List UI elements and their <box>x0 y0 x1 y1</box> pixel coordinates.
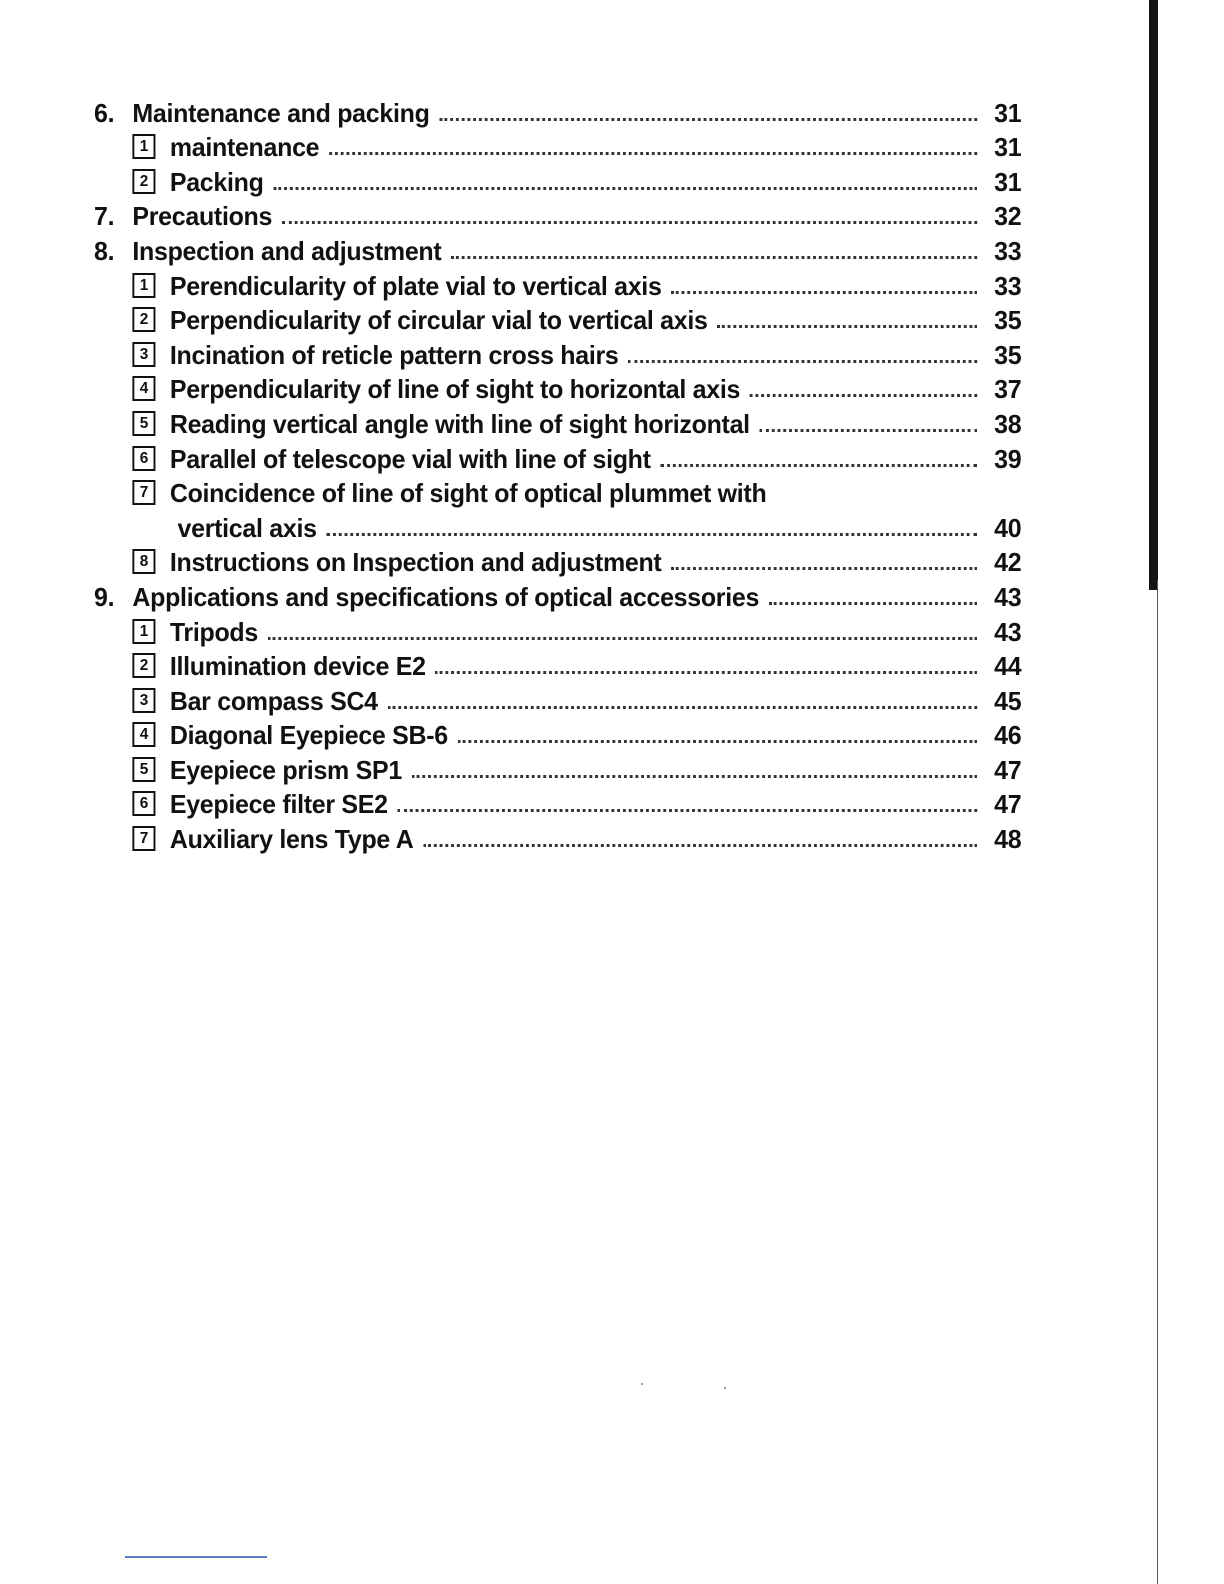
boxed-item-number: 4 <box>132 376 155 401</box>
toc-subsection-entry <box>94 301 1021 336</box>
page-number: 45 <box>994 685 1022 716</box>
entry-title: Perendicularity of plate vial to vertical axis <box>169 270 662 301</box>
dot-leader <box>387 705 977 709</box>
boxed-item-number: 1 <box>132 619 155 644</box>
toc-subsection-entry <box>94 439 1021 474</box>
entry-title: Perpendicularity of line of sight to horizontal axis <box>169 374 741 405</box>
entry-title: Eyepiece filter SE2 <box>169 789 388 820</box>
page-number: 32 <box>994 201 1022 232</box>
binding-edge-line <box>1157 580 1158 1584</box>
page-number: 35 <box>994 305 1022 336</box>
toc-subsection-entry <box>94 162 1021 197</box>
dot-leader <box>671 290 977 294</box>
toc-subsection-entry <box>94 785 1021 820</box>
entry-title: vertical axis <box>177 512 317 543</box>
page-number: 35 <box>994 339 1022 370</box>
page-number: 31 <box>994 132 1022 163</box>
page-number: 42 <box>994 547 1022 578</box>
toc-entry-continuation <box>94 508 1021 543</box>
entry-title: Bar compass SC4 <box>169 685 378 716</box>
boxed-item-number: 8 <box>132 549 155 574</box>
boxed-item-number: 6 <box>132 791 155 816</box>
toc-subsection-entry <box>94 474 1021 509</box>
dot-leader <box>435 670 977 674</box>
page-number: 46 <box>994 720 1022 751</box>
entry-title: Applications and specifications of optical accessories <box>132 581 760 612</box>
boxed-item-number: 3 <box>132 688 155 713</box>
boxed-item-number: 1 <box>132 134 155 159</box>
dot-leader <box>273 186 977 190</box>
footer-rule <box>125 1556 267 1558</box>
dot-leader <box>329 151 977 155</box>
section-number: 8. <box>94 235 115 266</box>
toc-subsection-entry <box>94 404 1021 439</box>
toc-subsection-entry <box>94 266 1021 301</box>
dot-leader <box>397 808 977 812</box>
dot-leader <box>660 463 977 467</box>
dot-leader <box>423 843 977 847</box>
toc-subsection-entry <box>94 370 1021 405</box>
table-of-contents <box>94 93 1060 854</box>
entry-title: Illumination device E2 <box>169 651 426 682</box>
page-number: 48 <box>994 824 1022 855</box>
boxed-item-number: 7 <box>132 480 155 505</box>
entry-title: Tripods <box>169 616 258 647</box>
toc-section-entry <box>94 577 1021 612</box>
page-number: 31 <box>994 97 1022 128</box>
dot-leader <box>412 774 978 778</box>
dot-leader <box>628 359 977 363</box>
dot-leader <box>457 739 977 743</box>
dot-leader <box>439 117 977 121</box>
dot-leader <box>759 428 977 432</box>
scan-speck <box>641 1383 643 1385</box>
entry-title: Diagonal Eyepiece SB-6 <box>169 720 448 751</box>
toc-subsection-entry <box>94 647 1021 682</box>
toc-section-entry <box>94 231 1021 266</box>
boxed-item-number: 5 <box>132 757 155 782</box>
section-number: 7. <box>94 201 115 232</box>
toc-subsection-entry <box>94 128 1021 163</box>
entry-title: Maintenance and packing <box>132 97 430 128</box>
entry-title: Precautions <box>132 201 273 232</box>
entry-title: Reading vertical angle with line of sight horizontal <box>169 408 750 439</box>
scan-speck <box>724 1387 726 1389</box>
dot-leader <box>268 636 978 640</box>
boxed-item-number: 3 <box>132 342 155 367</box>
dot-leader <box>717 324 977 328</box>
page-number: 43 <box>994 581 1022 612</box>
page-number: 43 <box>994 616 1022 647</box>
dot-leader <box>750 393 977 397</box>
toc-section-entry <box>94 197 1021 232</box>
page-number: 33 <box>994 270 1022 301</box>
toc-subsection-entry <box>94 612 1021 647</box>
page-number: 39 <box>994 443 1022 474</box>
boxed-item-number: 2 <box>132 307 155 332</box>
page-number: 40 <box>994 512 1022 543</box>
entry-title: Coincidence of line of sight of optical plummet with <box>169 478 767 509</box>
toc-subsection-entry <box>94 716 1021 751</box>
entry-title: Parallel of telescope vial with line of sight <box>169 443 651 474</box>
boxed-item-number: 6 <box>132 446 155 471</box>
entry-title: Inspection and adjustment <box>132 235 442 266</box>
entry-title: Auxiliary lens Type A <box>169 824 414 855</box>
toc-subsection-entry <box>94 681 1021 716</box>
boxed-item-number: 7 <box>132 826 155 851</box>
dot-leader <box>326 532 977 536</box>
page-number: 37 <box>994 374 1022 405</box>
boxed-item-number: 2 <box>132 169 155 194</box>
entry-title: Perpendicularity of circular vial to vertical axis <box>169 305 708 336</box>
page-number: 33 <box>994 235 1022 266</box>
toc-subsection-entry <box>94 335 1021 370</box>
toc-section-entry <box>94 93 1021 128</box>
dot-leader <box>451 255 977 259</box>
section-number: 6. <box>94 97 115 128</box>
boxed-item-number: 5 <box>132 411 155 436</box>
toc-subsection-entry <box>94 750 1021 785</box>
entry-title: maintenance <box>169 132 320 163</box>
entry-title: Packing <box>169 166 264 197</box>
page-number: 47 <box>994 789 1022 820</box>
toc-subsection-entry <box>94 819 1021 854</box>
boxed-item-number: 4 <box>132 722 155 747</box>
binding-edge-bar <box>1149 0 1158 590</box>
page-number: 31 <box>994 166 1022 197</box>
section-number: 9. <box>94 581 115 612</box>
page-number: 47 <box>994 754 1022 785</box>
entry-title: Instructions on Inspection and adjustment <box>169 547 662 578</box>
dot-leader <box>671 566 977 570</box>
boxed-item-number: 1 <box>132 273 155 298</box>
entry-title: Eyepiece prism SP1 <box>169 754 402 785</box>
dot-leader <box>769 601 978 605</box>
page-number: 38 <box>994 408 1022 439</box>
entry-title: Incination of reticle pattern cross hairs <box>169 339 619 370</box>
toc-subsection-entry <box>94 543 1021 578</box>
dot-leader <box>282 220 977 224</box>
boxed-item-number: 2 <box>132 653 155 678</box>
page-number: 44 <box>994 651 1022 682</box>
